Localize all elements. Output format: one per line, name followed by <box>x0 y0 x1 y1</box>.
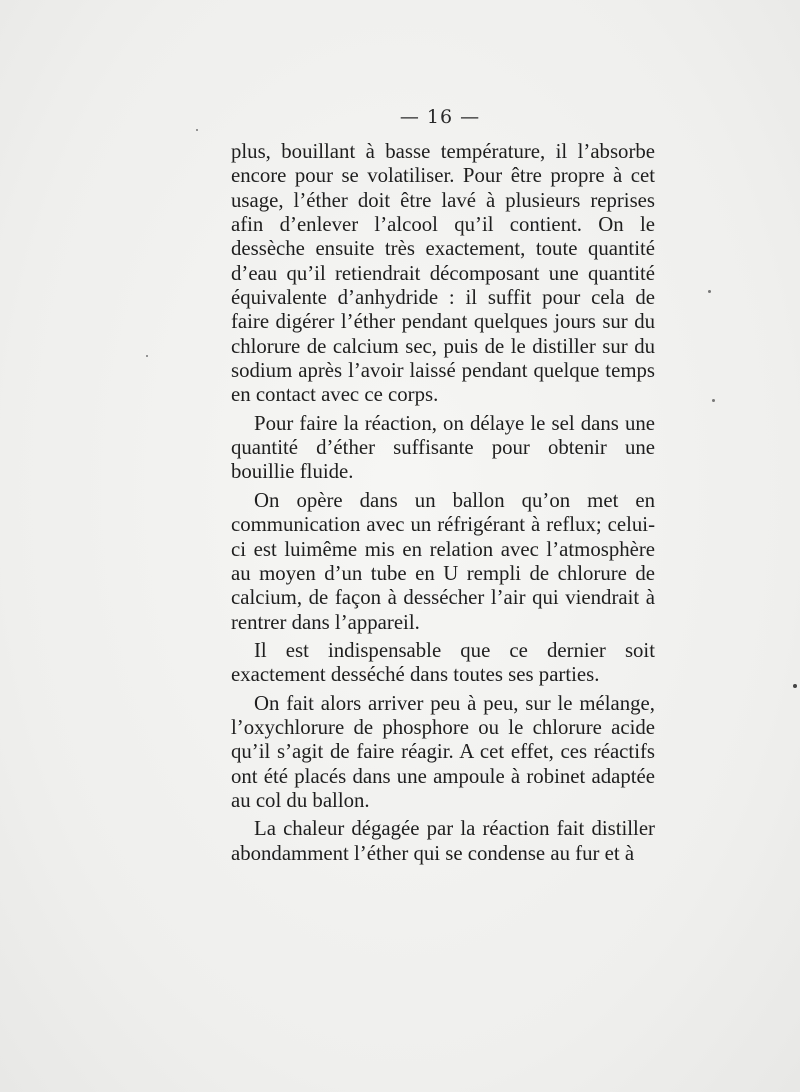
paragraph: La chaleur dégagée par la réaction fait distiller abondamment l’éther qui se condense au fur et à <box>231 817 655 865</box>
paper-speck <box>793 684 797 688</box>
paragraph: Il est indispensable que ce dernier soit exactement desséché dans toutes ses parties. <box>231 638 655 687</box>
paper-speck <box>712 399 715 402</box>
paragraph: On fait alors arriver peu à peu, sur le mélange, l’oxychlorure de phosphore ou le chlorure acide qu’il s’agit de faire réagir. A cet effet, ces réactifs ont été placés dans une ampoule à robinet adaptée au col du ballon. <box>231 691 655 812</box>
paragraph: Pour faire la réaction, on délaye le sel dans une quantité d’éther suffisante pour obtenir une bouillie fluide. <box>231 411 655 484</box>
paper-speck <box>146 355 148 357</box>
paragraph: On opère dans un ballon qu’on met en communication avec un réfrigérant à reflux; celui-ci est luimême mis en relation avec l’atmosphère au moyen d’un tube en U rempli de chlorure de calcium, de façon à dessécher l’air qui viendrait à rentrer dans l’appareil. <box>231 488 655 634</box>
body-text <box>231 140 655 866</box>
paragraph-continued: plus, bouillant à basse température, il l’absorbe encore pour se volatiliser. Pour être propre à cet usage, l’éther doit être lavé à plusieurs reprises afin d’enlever l’alcool qu’il contient. On le dessèche ensuite très exactement, toute quantité d’eau qu’il retiendrait décomposant une quantité équivalente d’anhydride : il suffit pour cela de faire digérer l’éther pendant quelques jours sur du chlorure de calcium sec, puis de le distiller sur du sodium après l’avoir laissé pendant quelque temps en contact avec ce corps. <box>231 140 655 407</box>
paper-speck <box>708 290 711 293</box>
page-number: — 16 — <box>399 106 481 128</box>
paper-speck <box>196 129 198 131</box>
